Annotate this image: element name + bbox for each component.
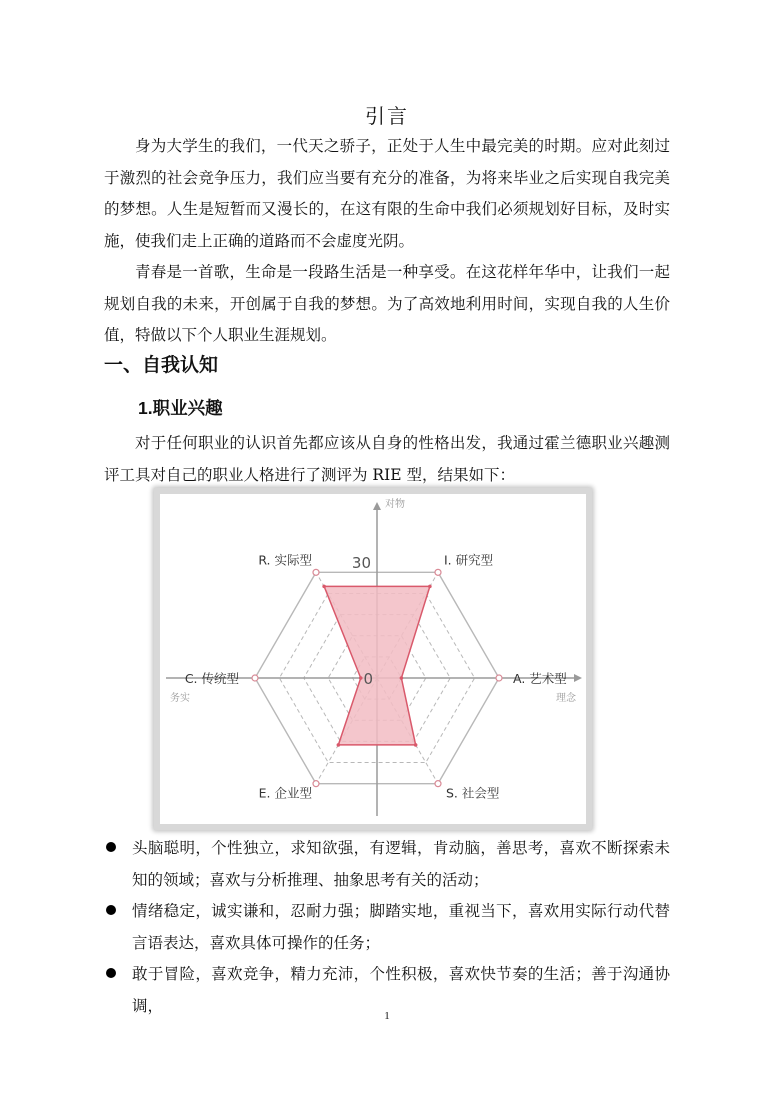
- bullet-item: 头脑聪明，个性独立，求知欲强，有逻辑，肯动脑，善思考，喜欢不断探索未知的领域；喜欢与分析推理、抽象思考有关的活动；: [104, 833, 670, 896]
- quadrant-label-top: 对物: [385, 499, 405, 510]
- axis-label: S. 社会型: [446, 785, 500, 801]
- scale-label-zero: 0: [363, 670, 373, 688]
- intro-paragraph-2: 青春是一首歌，生命是一段路生活是一种享受。在这花样年华中，让我们一起规划自我的未来，开创属于自我的梦想。为了高效地利用时间，实现自我的人生价值，特做以下个人职业生涯规划。: [104, 263, 670, 344]
- bullet-item: 敢于冒险，喜欢竞争，精力充沛，个性积极，喜欢快节奏的生活；善于沟通协调，: [104, 959, 670, 1022]
- data-point: [337, 743, 341, 747]
- axis-label: C. 传统型: [184, 671, 239, 686]
- vertex-marker: [313, 569, 319, 575]
- career-interest-paragraph: 对于任何职业的认识首先都应该从自身的性格出发，我通过霍兰德职业兴趣测评工具对自己的职业人格进行了测评为 RIE 型，结果如下：: [104, 434, 670, 484]
- data-point: [322, 585, 326, 589]
- bullet-dot-icon: [106, 968, 116, 978]
- axis-label: A. 艺术型: [513, 671, 567, 686]
- trait-bullet-list: [104, 833, 670, 1022]
- axis-label: I. 研究型: [444, 552, 494, 568]
- data-point: [414, 743, 418, 747]
- quadrant-label-right: 理念: [556, 693, 576, 704]
- data-point: [400, 676, 404, 680]
- axis-label: R. 实际型: [258, 552, 312, 568]
- bullet-item: 情绪稳定，诚实谦和，忍耐力强；脚踏实地，重视当下，喜欢用实际行动代替言语表达，喜欢具体可操作的任务；: [104, 896, 670, 959]
- scale-label-max: 30: [351, 554, 371, 572]
- page-title: 引言: [365, 104, 409, 128]
- vertex-marker: [435, 569, 441, 575]
- vertex-marker: [252, 675, 258, 681]
- section-heading-self-awareness: 一、自我认知: [104, 354, 219, 376]
- vertex-marker: [496, 675, 502, 681]
- vertex-marker: [313, 781, 319, 787]
- subsection-heading-career-interest: 1.职业兴趣: [138, 398, 223, 418]
- intro-paragraph-1: 身为大学生的我们，一代天之骄子，正处于人生中最完美的时期。应对此刻过于激烈的社会竞争压力，我们应当要有充分的准备，为将来毕业之后实现自我完美的梦想。人生是短暂而又漫长的，在这有限的生命中我们必须规划好目标，及时实施，使我们走上正确的道路而不会虚度光阴。: [104, 137, 670, 250]
- bullet-dot-icon: [106, 842, 116, 852]
- data-point: [359, 676, 363, 680]
- holland-radar-chart: [154, 488, 592, 830]
- axis-label: E. 企业型: [258, 785, 312, 801]
- bullet-dot-icon: [106, 905, 116, 915]
- page-number: 1: [384, 1010, 390, 1022]
- data-point: [428, 585, 432, 589]
- vertex-marker: [435, 781, 441, 787]
- quadrant-label-left: 务实: [170, 693, 190, 704]
- radar-chart-svg: [160, 494, 586, 824]
